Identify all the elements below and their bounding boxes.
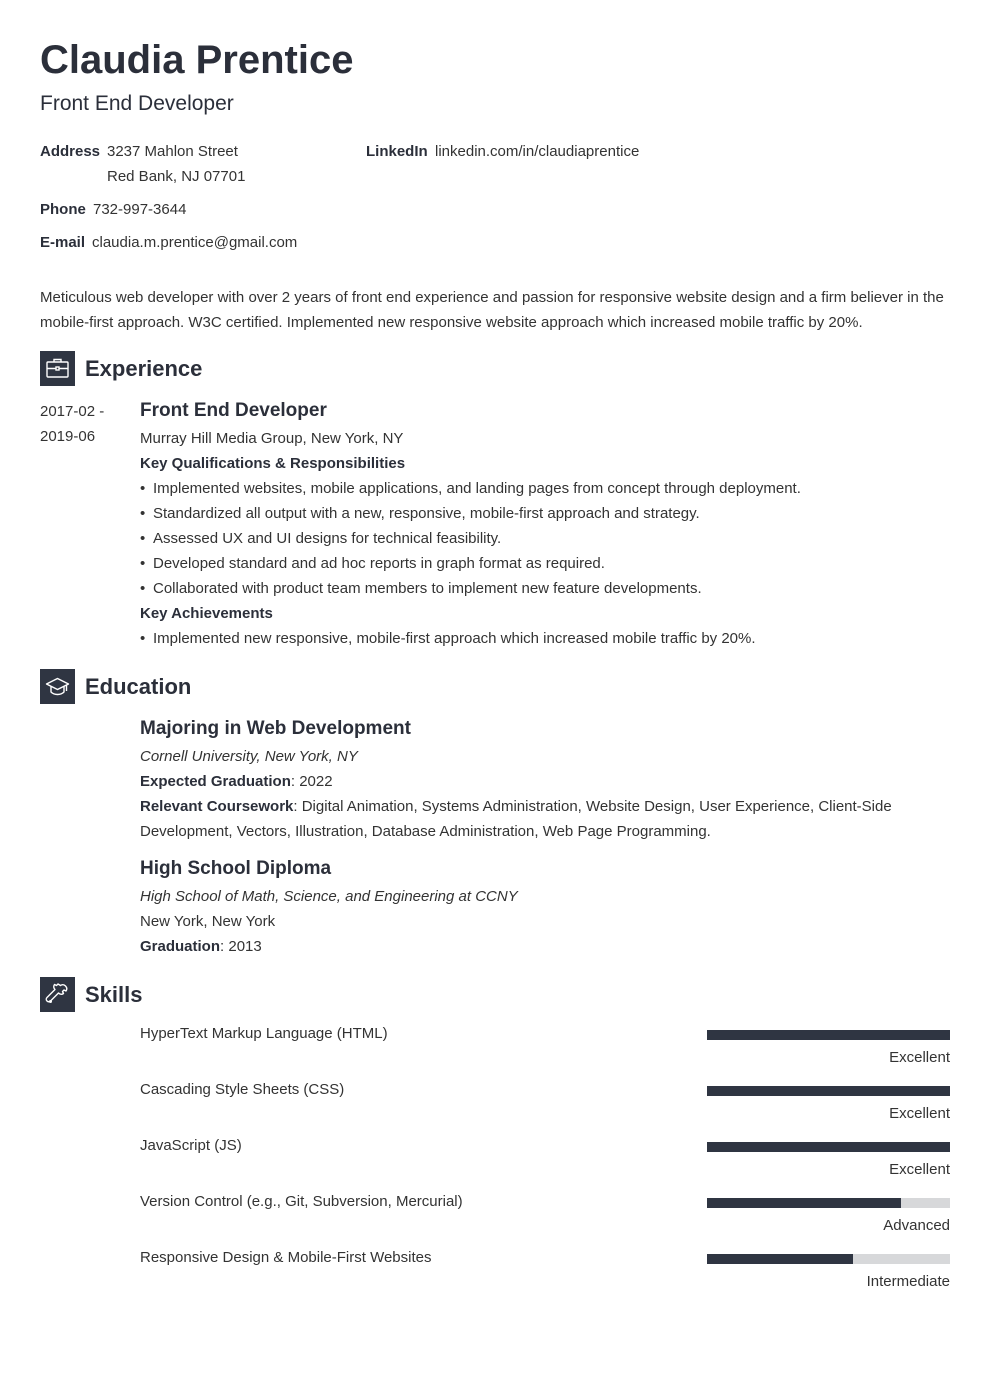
professional-summary: Meticulous web developer with over 2 years of front end experience and passion for responsive website design and a firm believer in the mobile-first approach. W3C certified. Implemented new responsive website approach which increased mobile traffic by 20%. — [40, 289, 944, 331]
contact-email — [40, 230, 440, 255]
responsibilities-list — [140, 476, 955, 601]
skill-level-fill — [707, 1198, 901, 1208]
skill-level-fill — [707, 1254, 853, 1264]
address-label: Address — [40, 143, 101, 160]
education-entry — [140, 715, 955, 844]
graduation-line — [140, 934, 955, 959]
address-line-2: Red Bank, NJ 07701 — [107, 168, 246, 185]
coursework-line — [140, 794, 955, 844]
list-item: • Implemented websites, mobile applications, and landing pages from concept through deployment. — [140, 476, 955, 501]
skill-level-label: Excellent — [889, 1161, 950, 1178]
school-name: Cornell University, New York, NY — [140, 748, 358, 765]
email-label: E-mail — [40, 234, 86, 251]
list-item: • Assessed UX and UI designs for technical feasibility. — [140, 526, 955, 551]
skill-level-label: Intermediate — [866, 1273, 950, 1290]
education-section-header — [40, 669, 191, 704]
wrench-icon — [40, 977, 75, 1012]
list-item: • Developed standard and ad hoc reports in graph format as required. — [140, 551, 955, 576]
school-name: High School of Math, Science, and Engineering at CCNY — [140, 888, 518, 905]
graduation-value: : 2022 — [290, 773, 333, 790]
skill-level-label: Excellent — [889, 1105, 950, 1122]
graduation-line — [140, 769, 955, 794]
skill-level-fill — [707, 1086, 950, 1096]
skill-name: Responsive Design & Mobile-First Websites — [140, 1249, 432, 1266]
school-location: New York, New York — [140, 913, 276, 930]
job-date-range — [40, 399, 104, 449]
address-line-1: 3237 Mahlon Street — [107, 143, 238, 160]
briefcase-icon — [40, 351, 75, 386]
skill-name: HyperText Markup Language (HTML) — [140, 1025, 388, 1042]
skill-name: JavaScript (JS) — [140, 1137, 242, 1154]
qualifications-heading: Key Qualifications & Responsibilities — [140, 455, 406, 472]
skills-section-header — [40, 977, 142, 1012]
skill-name: Version Control (e.g., Git, Subversion, Mercurial) — [140, 1193, 463, 1210]
candidate-name: Claudia Prentice — [40, 38, 354, 82]
list-item: • Standardized all output with a new, responsive, mobile-first approach and strategy. — [140, 501, 955, 526]
education-heading: Education — [85, 673, 192, 699]
phone-label: Phone — [40, 201, 86, 218]
candidate-title: Front End Developer — [40, 92, 234, 115]
experience-section-header — [40, 351, 202, 386]
list-item: • Implemented new responsive, mobile-first approach which increased mobile traffic by 20%. — [140, 626, 955, 651]
phone-value: 732-997-3644 — [93, 201, 187, 218]
contact-address — [40, 139, 340, 189]
skill-level-bar — [707, 1030, 950, 1040]
job-title: Front End Developer — [140, 400, 327, 421]
graduation-label: Expected Graduation — [140, 773, 291, 790]
degree-title: High School Diploma — [140, 858, 332, 879]
coursework-label: Relevant Coursework — [140, 798, 294, 815]
linkedin-link[interactable]: linkedin.com/in/claudiaprentice — [435, 143, 640, 160]
graduation-label: Graduation — [140, 938, 221, 955]
job-entry — [140, 397, 955, 651]
linkedin-label: LinkedIn — [366, 143, 428, 160]
achievements-list — [140, 626, 955, 651]
contact-linkedin — [366, 139, 766, 164]
graduation-value: : 2013 — [220, 938, 262, 955]
education-entry — [140, 855, 955, 959]
graduation-cap-icon — [40, 669, 75, 704]
skill-level-bar — [707, 1198, 950, 1208]
skill-level-bar — [707, 1086, 950, 1096]
skill-level-bar — [707, 1254, 950, 1264]
skill-level-bar — [707, 1142, 950, 1152]
experience-heading: Experience — [85, 355, 203, 381]
coursework-value: : Digital Animation, Systems Administration, Website Design, User Experience, Client-Side Development, Vectors, Illustration, Database Administration, Web Page Programming. — [140, 798, 892, 840]
skill-level-fill — [707, 1030, 950, 1040]
email-link[interactable]: claudia.m.prentice@gmail.com — [92, 234, 298, 251]
job-company: Murray Hill Media Group, New York, NY — [140, 430, 404, 447]
skill-level-label: Advanced — [883, 1217, 950, 1234]
achievements-heading: Key Achievements — [140, 605, 273, 622]
skills-heading: Skills — [85, 981, 143, 1007]
degree-title: Majoring in Web Development — [140, 718, 411, 739]
skill-level-label: Excellent — [889, 1049, 950, 1066]
job-date-start: 2017-02 - — [40, 403, 105, 420]
contact-phone — [40, 197, 340, 222]
job-date-end: 2019-06 — [40, 428, 96, 445]
skill-name: Cascading Style Sheets (CSS) — [140, 1081, 345, 1098]
skill-level-fill — [707, 1142, 950, 1152]
list-item: • Collaborated with product team members to implement new feature developments. — [140, 576, 955, 601]
